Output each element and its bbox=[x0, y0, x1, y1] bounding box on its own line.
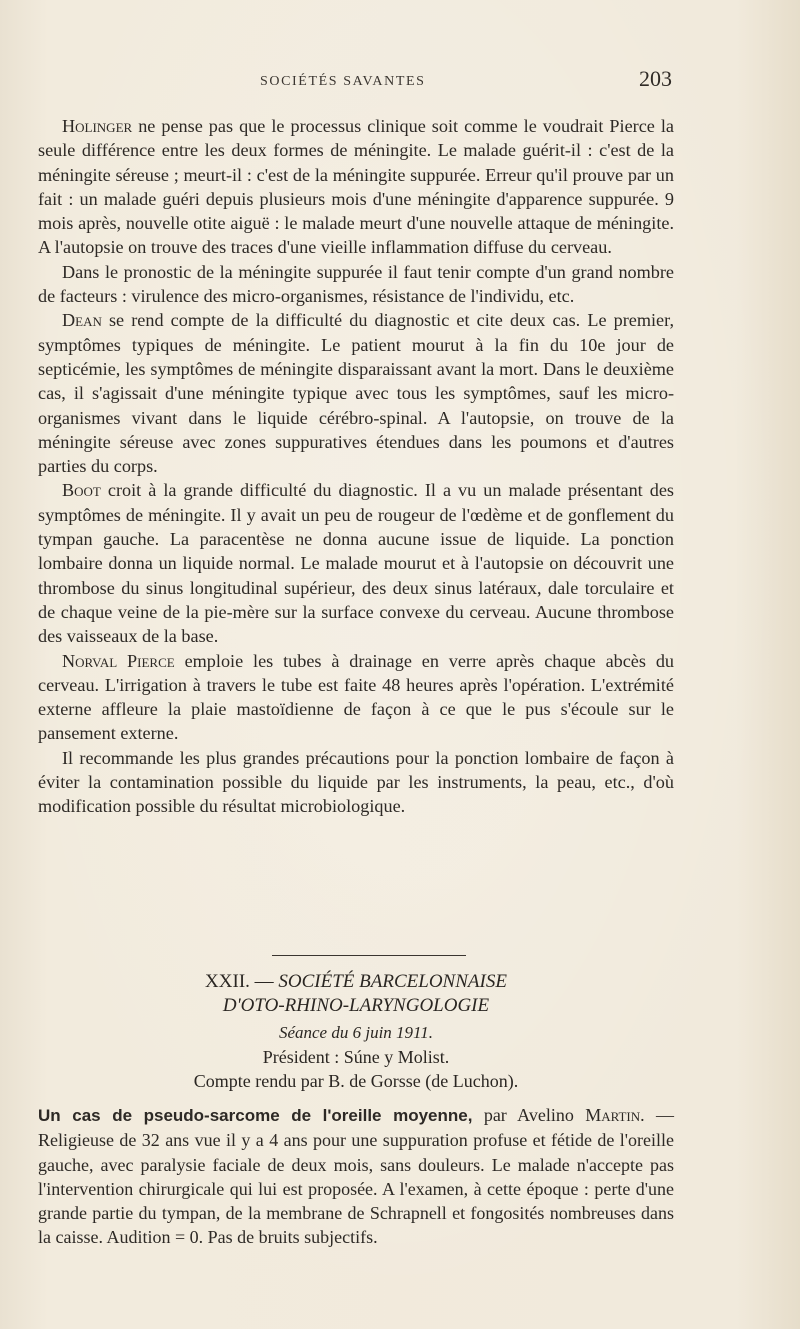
paragraph-holinger bbox=[38, 114, 674, 260]
report-credit: Compte rendu par B. de Gorsse (de Luchon). bbox=[193, 1071, 519, 1091]
page-number: 203 bbox=[639, 66, 672, 91]
speaker-name: Boot bbox=[62, 480, 101, 501]
speaker-name: Holinger bbox=[62, 116, 133, 136]
paragraph-text: emploie les tubes à drainage en verre après chaque abcès du cerveau. L'irrigation à travers le tube est faite 48 heures après l'opération. L'extrémité externe affleure la plaie mastoïdienne de façon à ce que le pus s'écoule sur le pansement externe. bbox=[38, 650, 675, 744]
paragraph-text: ne pense pas que le processus clinique soit comme le voudrait Pierce la seule différence entre les deux formes de méningite. Le malade guérit-il : c'est de la méningite séreuse ; meurt-il : c'est de la méningite suppurée. Erreur qu'il prouve par un fait : un malade guéri depuis plusieurs mois d'une méningite d'apparence suppurée. 9 mois après, nouvelle otite aiguë : le malade meurt d'une nouvelle attaque de méningite. A l'autopsie on trouve des traces d'une vieille inflammation diffuse du cerveau. bbox=[38, 116, 674, 258]
paragraph-text: Il recommande les plus grandes précautions pour la ponction lombaire de façon à éviter la contamination possible du liquide par les instruments, la peau, etc., d'où modification possible du résultat microbiologique. bbox=[38, 747, 674, 817]
page-header bbox=[60, 66, 672, 98]
speaker-name: Norval Pierce bbox=[62, 650, 175, 671]
paragraph-boot bbox=[38, 478, 674, 648]
paragraph-text: croit à la grande difficulté du diagnostic. Il a vu un malade présentant des symptômes de méningite. Il y avait un peu de rougeur de l'œdème et de gonflement du tympan gauche. La paracentèse ne donna aucune issue de liquide. La ponction lombaire donna un liquide normal. Le malade mourut et à l'autopsie on découvrit une thrombose du sinus longitudinal supérieur, des deux sinus latéraux, dale torculaire et de chaque veine de la pie-mère sur la surface convexe du cerveau. Aucune thrombose des vaisseaux de la base. bbox=[38, 480, 674, 647]
society-title bbox=[38, 970, 674, 1018]
article-author: Martin. bbox=[585, 1105, 645, 1125]
body-text bbox=[38, 114, 674, 819]
society-section bbox=[38, 955, 674, 1250]
article-title: Un cas de pseudo-sarcome de l'oreille moyenne, bbox=[38, 1106, 473, 1125]
president-line: Président : Súne y Molist. bbox=[262, 1047, 450, 1067]
article-text: — Religieuse de 32 ans vue il y a 4 ans pour une suppuration profuse et fétide de l'oreille gauche, avec paralysie faciale de deux mois, sans douleurs. Le malade n'accepte pas l'intervention chirurgicale qui lui est proposée. A l'examen, à cette époque : perte d'une grande partie du tympan, de la membrane de Schrapnell et fongosités nombreuses dans la caisse. Audition = 0. Pas de bruits subjectifs. bbox=[38, 1105, 674, 1248]
running-head: SOCIÉTÉS SAVANTES bbox=[260, 74, 426, 89]
article-author-prefix: par Avelino bbox=[472, 1105, 586, 1125]
speaker-name: Dean bbox=[62, 310, 102, 331]
paragraph-text: se rend compte de la difficulté du diagnostic et cite deux cas. Le premier, symptômes typiques de méningite. Le patient mourut à la fin du 10e jour de septicémie, les symptômes de méningite disparaissant avant la mort. Dans le deuxième cas, il s'agissait d'une méningite typique avec tous les symptômes, sauf les micro-organismes vivant dans le liquide cérébro-spinal. A l'autopsie, on trouve de la méningite séreuse avec zones suppuratives étendues dans les poumons et d'autres parties du corps. bbox=[38, 310, 674, 477]
paragraph-norval-pierce bbox=[38, 649, 674, 746]
paragraph-ponction bbox=[38, 746, 674, 819]
paragraph-text: Dans le pronostic de la méningite suppurée il faut tenir compte d'un grand nombre de facteurs : virulence des micro-organismes, résistance de l'individu, etc. bbox=[38, 261, 674, 307]
paragraph-pronostic bbox=[38, 260, 674, 309]
society-name: SOCIÉTÉ BARCELONNAISE bbox=[278, 971, 507, 992]
section-divider bbox=[272, 955, 466, 956]
section-number: XXII. — bbox=[205, 971, 274, 992]
session-date: Séance du 6 juin 1911. bbox=[278, 1023, 434, 1042]
society-title-line1 bbox=[38, 970, 674, 994]
article-paragraph bbox=[38, 1103, 674, 1250]
paragraph-dean bbox=[38, 308, 674, 478]
society-title-line2: D'OTO-RHINO-LARYNGOLOGIE bbox=[222, 995, 490, 1016]
